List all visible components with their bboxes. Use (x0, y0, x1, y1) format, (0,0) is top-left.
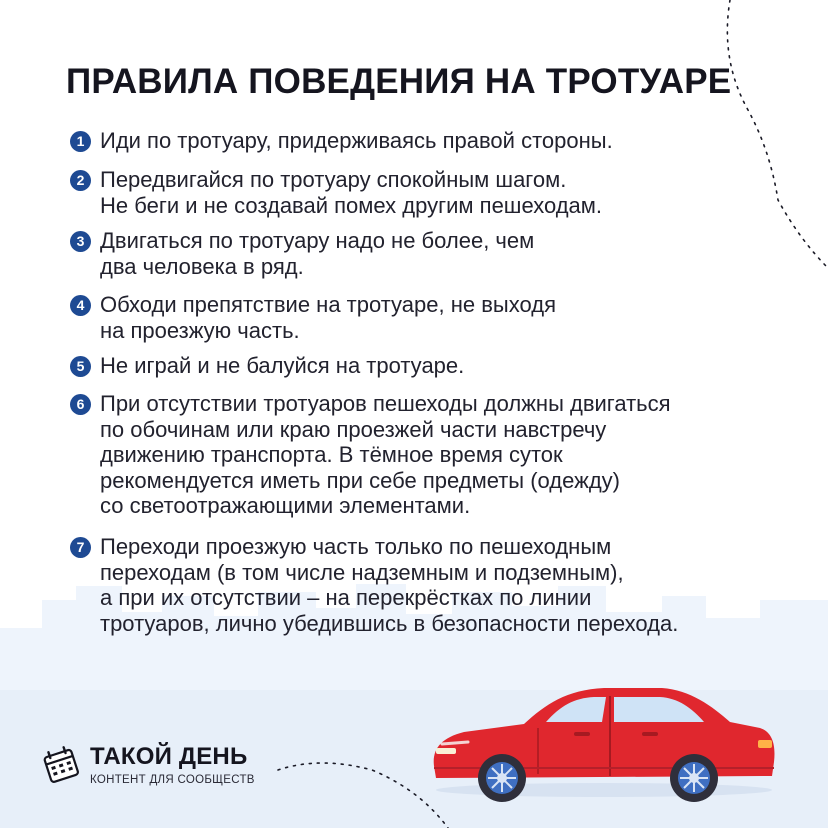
rule-number-badge: 5 (70, 356, 91, 377)
rule-number-badge: 3 (70, 231, 91, 252)
car-illustration (428, 684, 778, 804)
brand-logo (40, 744, 255, 786)
brand-name: ТАКОЙ ДЕНЬ (90, 743, 248, 770)
rule-text: Иди по тротуару, придерживаясь правой стороны. (100, 128, 613, 153)
rule-number-badge: 1 (70, 131, 91, 152)
rule-text: При отсутствии тротуаров пешеходы должны двигаться по обочинам или краю проезжей части навстречу движению транспорта. В тёмное время суток рекомендуется иметь при себе предметы (одежду) со светоотражающими элементами. (100, 391, 671, 518)
rule-item-6 (70, 391, 671, 519)
rule-item-2 (70, 167, 602, 218)
rule-item-1 (70, 128, 613, 154)
page-title: ПРАВИЛА ПОВЕДЕНИЯ НА ТРОТУАРЕ (66, 62, 732, 101)
rule-text: Двигаться по тротуару надо не более, чем два человека в ряд. (100, 228, 535, 279)
rule-text: Обходи препятствие на тротуаре, не выходя на проезжую часть. (100, 292, 556, 343)
brand-tagline: КОНТЕНТ ДЛЯ СООБЩЕСТВ (90, 774, 255, 786)
brand-text-block (90, 744, 255, 786)
rule-item-3 (70, 228, 534, 279)
rule-item-7 (70, 534, 678, 636)
rule-item-4 (70, 292, 556, 343)
rule-number-badge: 7 (70, 537, 91, 558)
rule-item-5 (70, 353, 464, 379)
rule-number-badge: 6 (70, 394, 91, 415)
rule-text: Переходи проезжую часть только по пешеходным переходам (в том числе надземным и подземным), а при их отсутствии – на перекрёстках по линии тротуаров, лично убедившись в безопасности перехода. (100, 534, 679, 636)
rule-text: Не играй и не балуйся на тротуаре. (100, 353, 465, 378)
rule-number-badge: 4 (70, 295, 91, 316)
rule-text: Передвигайся по тротуару спокойным шагом. Не беги и не создавай помех другим пешеходам. (100, 167, 603, 218)
rule-number-badge: 2 (70, 170, 91, 191)
calendar-icon (40, 744, 82, 786)
